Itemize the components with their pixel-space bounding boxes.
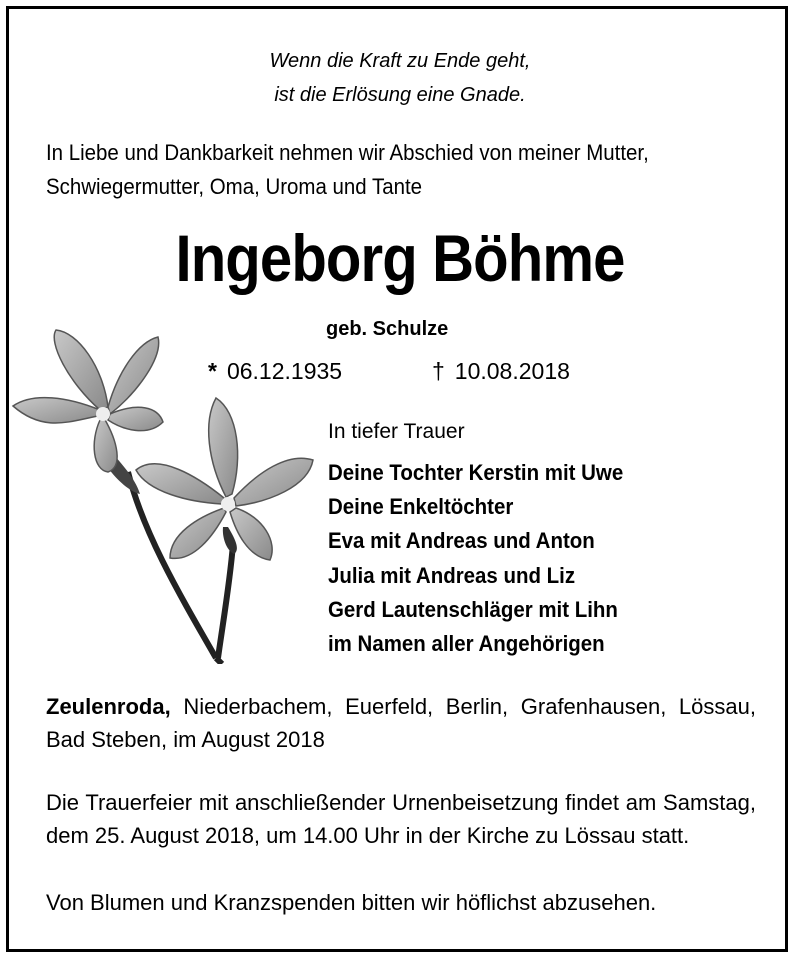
cross-icon: † — [432, 358, 445, 384]
motto-verse — [0, 44, 800, 112]
mourner-line: Deine Enkeltöchter — [328, 494, 514, 520]
funeral-service-text: Die Trauerfeier mit anschließender Urnenbeisetzung findet am Samstag, dem 25. August 2018, um 14.00 Uhr in der Kirche zu Lössau statt. — [46, 790, 756, 848]
mourning-heading: In tiefer Trauer — [328, 420, 465, 443]
death-date: 10.08.2018 — [454, 358, 570, 384]
intro-line-2: Schwiegermutter, Oma, Uroma und Tante — [46, 174, 423, 199]
motto-line-2: ist die Erlösung eine Gnade. — [274, 84, 526, 106]
lily-flower-icon — [8, 322, 328, 664]
intro-text — [46, 136, 716, 204]
mourner-line: Julia mit Andreas und Liz — [328, 562, 576, 588]
flowers-request: Von Blumen und Kranzspenden bitten wir höflichst abzusehen. — [46, 890, 657, 915]
motto-line-1: Wenn die Kraft zu Ende geht, — [269, 50, 531, 72]
mourner-line: im Namen aller Angehörigen — [328, 631, 605, 657]
mourners-list — [328, 456, 623, 661]
birth-date: 06.12.1935 — [226, 358, 343, 384]
intro-line-1: In Liebe und Dankbarkeit nehmen wir Abschied von meiner Mutter, — [46, 140, 649, 165]
main-town: Zeulenroda, — [46, 694, 171, 719]
other-places: Niederbachem, Euerfeld, Berlin, Grafenhausen, Lössau, Bad Steben, im August 2018 — [46, 694, 756, 752]
death-group — [432, 358, 570, 385]
birth-star-icon: * — [208, 358, 217, 384]
maiden-name: geb. Schulze — [326, 318, 449, 340]
places-line — [46, 690, 756, 756]
mourner-line: Eva mit Andreas und Anton — [328, 528, 595, 554]
mourner-line: Deine Tochter Kerstin mit Uwe — [328, 460, 624, 485]
deceased-name: Ingeborg Böhme — [175, 221, 625, 295]
mourner-line: Gerd Lautenschläger mit Lihn — [328, 596, 618, 622]
